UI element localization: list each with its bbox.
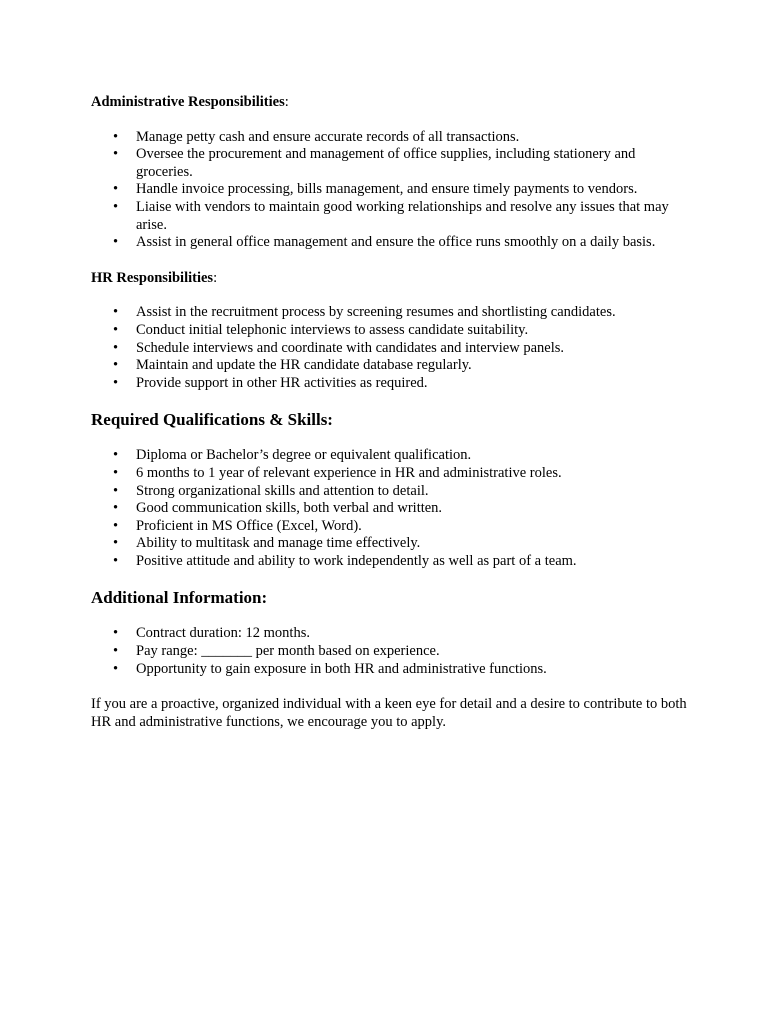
list-item-text: Manage petty cash and ensure accurate records of all transactions. bbox=[136, 128, 520, 145]
bullet-icon: • bbox=[113, 552, 119, 569]
list-item-text: Liaise with vendors to maintain good working relationships and resolve any issues that may arise. bbox=[136, 198, 669, 233]
bullet-icon: • bbox=[113, 339, 119, 356]
hr-heading-colon: : bbox=[213, 269, 218, 286]
list-item-text: Positive attitude and ability to work independently as well as part of a team. bbox=[136, 552, 577, 569]
bullet-icon: • bbox=[113, 357, 119, 374]
admin-heading-colon: : bbox=[284, 94, 289, 110]
bullet-icon: • bbox=[113, 321, 119, 338]
additional-info-heading: Additional Information: bbox=[91, 588, 268, 608]
list-item bbox=[91, 375, 691, 393]
list-item-text: Handle invoice processing, bills management, and ensure timely payments to vendors. bbox=[136, 181, 638, 198]
list-item-text: Assist in the recruitment process by screening resumes and shortlisting candidates. bbox=[136, 304, 616, 321]
bullet-icon: • bbox=[113, 447, 119, 464]
bullet-icon: • bbox=[113, 234, 119, 251]
list-item bbox=[91, 447, 691, 465]
list-item-text: Maintain and update the HR candidate database regularly. bbox=[136, 357, 472, 374]
bullet-icon: • bbox=[113, 128, 119, 145]
list-item bbox=[91, 483, 691, 501]
closing-paragraph: If you are a proactive, organized individual with a keen eye for detail and a desire to contribute to both HR and administrative functions, we encourage you to apply. bbox=[91, 696, 687, 730]
qualifications-list bbox=[91, 447, 691, 570]
admin-responsibilities-heading bbox=[91, 94, 691, 112]
bullet-icon: • bbox=[113, 500, 119, 517]
list-item-text: Assist in general office management and ensure the office runs smoothly on a daily basis. bbox=[136, 234, 656, 251]
list-item bbox=[91, 553, 691, 571]
list-item bbox=[91, 199, 691, 234]
bullet-icon: • bbox=[113, 198, 119, 215]
list-item-text: 6 months to 1 year of relevant experience in HR and administrative roles. bbox=[136, 464, 562, 481]
bullet-icon: • bbox=[113, 535, 119, 552]
bullet-icon: • bbox=[113, 482, 119, 499]
bullet-icon: • bbox=[113, 181, 119, 198]
list-item bbox=[91, 340, 691, 358]
list-item bbox=[91, 181, 691, 199]
hr-responsibilities-title: HR Responsibilities bbox=[91, 269, 214, 286]
bullet-icon: • bbox=[113, 374, 119, 391]
list-item-text: Diploma or Bachelor’s degree or equivalent qualification. bbox=[136, 447, 472, 464]
list-item-text: Conduct initial telephonic interviews to assess candidate suitability. bbox=[136, 321, 529, 338]
list-item bbox=[91, 304, 691, 322]
additional-info-list bbox=[91, 625, 691, 678]
admin-responsibilities-list bbox=[91, 129, 691, 252]
bullet-icon: • bbox=[113, 304, 119, 321]
list-item-text: Strong organizational skills and attention to detail. bbox=[136, 482, 429, 499]
list-item bbox=[91, 129, 691, 147]
list-item bbox=[91, 661, 691, 679]
list-item bbox=[91, 500, 691, 518]
admin-responsibilities-title: Administrative Responsibilities bbox=[91, 94, 285, 110]
bullet-icon: • bbox=[113, 464, 119, 481]
qualifications-heading: Required Qualifications & Skills: bbox=[91, 410, 333, 430]
bullet-icon: • bbox=[113, 625, 119, 642]
list-item bbox=[91, 625, 691, 643]
list-item bbox=[91, 234, 691, 252]
list-item bbox=[91, 146, 691, 181]
list-item-text: Opportunity to gain exposure in both HR and administrative functions. bbox=[136, 660, 547, 677]
list-item-text: Oversee the procurement and management of office supplies, including stationery and groceries. bbox=[136, 146, 636, 180]
bullet-icon: • bbox=[113, 146, 119, 163]
bullet-icon: • bbox=[113, 660, 119, 677]
list-item-text: Good communication skills, both verbal and written. bbox=[136, 500, 443, 517]
hr-responsibilities-heading bbox=[91, 270, 691, 288]
list-item bbox=[91, 535, 691, 553]
list-item bbox=[91, 465, 691, 483]
bullet-icon: • bbox=[113, 517, 119, 534]
list-item bbox=[91, 357, 691, 375]
list-item-text: Pay range: _______ per month based on experience. bbox=[136, 643, 440, 660]
list-item-text: Provide support in other HR activities as required. bbox=[136, 374, 428, 391]
bullet-icon: • bbox=[113, 643, 119, 660]
list-item-text: Proficient in MS Office (Excel, Word). bbox=[136, 517, 362, 534]
list-item bbox=[91, 322, 691, 340]
document-content bbox=[91, 94, 691, 731]
list-item-text: Contract duration: 12 months. bbox=[136, 625, 310, 642]
hr-responsibilities-list bbox=[91, 304, 691, 392]
list-item bbox=[91, 518, 691, 536]
list-item bbox=[91, 643, 691, 661]
list-item-text: Schedule interviews and coordinate with candidates and interview panels. bbox=[136, 339, 565, 356]
list-item-text: Ability to multitask and manage time effectively. bbox=[136, 535, 421, 552]
